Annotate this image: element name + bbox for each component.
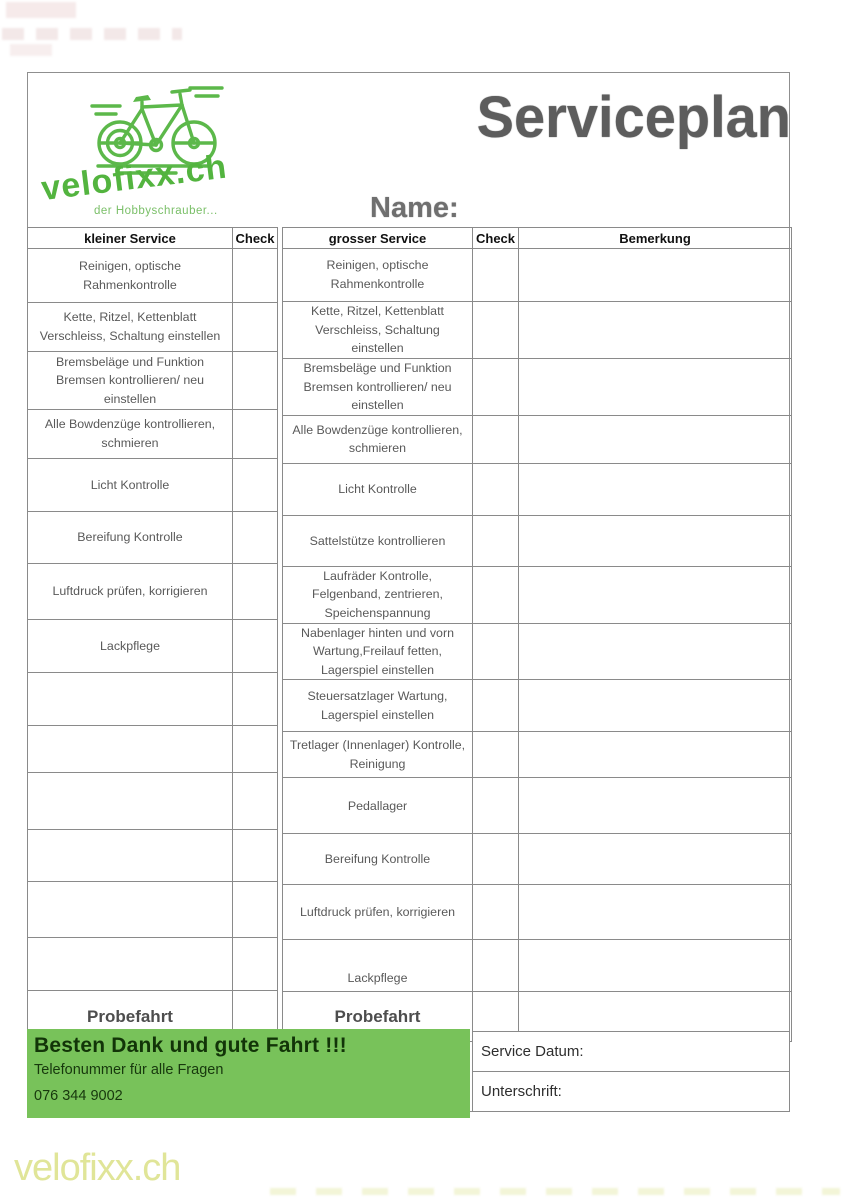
table-row <box>283 623 792 680</box>
service-item-cell: Luftdruck prüfen, korrigieren <box>283 885 473 940</box>
bemerkung-cell <box>519 566 792 623</box>
service-item-cell: Sattelstütze kontrollieren <box>283 515 473 566</box>
service-item-cell: Licht Kontrolle <box>28 459 233 512</box>
bemerkung-cell <box>519 358 792 415</box>
signature-field <box>473 1072 789 1111</box>
check-cell <box>473 623 519 680</box>
thanks-box <box>27 1029 470 1118</box>
table-row <box>28 620 278 673</box>
check-cell <box>473 358 519 415</box>
column-header-bemerkung: Bemerkung <box>519 228 792 249</box>
name-label: Name: <box>370 192 459 224</box>
scan-artifact <box>270 1188 840 1195</box>
service-item-cell: Bereifung Kontrolle <box>28 512 233 564</box>
column-header-check: Check <box>233 228 278 249</box>
check-cell <box>233 352 278 410</box>
grosser-service-table <box>282 227 792 1042</box>
check-cell <box>233 459 278 512</box>
check-cell <box>473 834 519 885</box>
service-tables <box>27 227 792 1042</box>
kleiner-service-table <box>27 227 278 1042</box>
brand-tagline: der Hobbyschrauber... <box>94 205 218 217</box>
bemerkung-cell <box>519 463 792 515</box>
service-item-cell: Nabenlager hinten und vorn Wartung,Freilauf fetten, Lagerspiel einstellen <box>283 623 473 680</box>
table-row <box>28 410 278 459</box>
check-cell <box>233 773 278 830</box>
service-item-cell: Steuersatzlager Wartung, Lagerspiel einstellen <box>283 680 473 732</box>
table-row <box>283 463 792 515</box>
bemerkung-cell <box>519 680 792 732</box>
check-cell <box>473 515 519 566</box>
table-row <box>283 566 792 623</box>
service-item-cell <box>28 830 233 882</box>
check-cell <box>473 463 519 515</box>
check-cell <box>473 566 519 623</box>
service-item-cell: Alle Bowdenzüge kontrollieren, schmieren <box>283 415 473 463</box>
service-item-cell: Licht Kontrolle <box>283 463 473 515</box>
scan-artifact <box>10 44 52 56</box>
table-row <box>28 938 278 991</box>
bemerkung-cell <box>519 732 792 778</box>
check-cell <box>233 564 278 620</box>
table-row <box>283 680 792 732</box>
service-item-cell: Probefahrt <box>283 992 473 1042</box>
left-table-body <box>28 249 278 1042</box>
service-item-cell: Alle Bowdenzüge kontrollieren, schmieren <box>28 410 233 459</box>
signature-box <box>472 1031 790 1112</box>
service-item-cell: Bereifung Kontrolle <box>283 834 473 885</box>
table-row <box>283 415 792 463</box>
service-item-cell: Pedallager <box>283 778 473 834</box>
thanks-subtitle: Telefonummer für alle Fragen <box>34 1062 224 1078</box>
brand-logo-text: velofixx.ch <box>39 147 230 209</box>
service-item-cell <box>28 938 233 991</box>
bemerkung-cell <box>519 834 792 885</box>
document-title: Serviceplan <box>476 83 791 150</box>
signature-label: Unterschrift: <box>481 1083 562 1100</box>
table-row <box>28 564 278 620</box>
check-cell <box>233 512 278 564</box>
check-cell <box>473 732 519 778</box>
table-header-row <box>283 228 792 249</box>
check-cell <box>233 303 278 352</box>
scan-artifact <box>6 2 76 18</box>
check-cell <box>473 302 519 359</box>
service-item-cell: Reinigen, optische Rahmenkontrolle <box>28 249 233 303</box>
check-cell <box>233 620 278 673</box>
service-item-cell: Reinigen, optische Rahmenkontrolle <box>283 249 473 302</box>
table-row <box>28 352 278 410</box>
bemerkung-cell <box>519 415 792 463</box>
service-item-cell: Laufräder Kontrolle, Felgenband, zentrieren, Speichenspannung <box>283 566 473 623</box>
bemerkung-cell <box>519 249 792 302</box>
table-row <box>283 732 792 778</box>
table-row <box>283 778 792 834</box>
service-item-cell <box>28 882 233 938</box>
service-item-cell: Probefahrt <box>28 991 233 1042</box>
service-date-field <box>473 1032 789 1072</box>
service-item-cell: Tretlager (Innenlager) Kontrolle, Reinigung <box>283 732 473 778</box>
table-row <box>283 358 792 415</box>
service-item-cell: Kette, Ritzel, Kettenblatt Verschleiss, Schaltung einstellen <box>28 303 233 352</box>
check-cell <box>473 940 519 992</box>
table-row <box>28 303 278 352</box>
table-row <box>28 773 278 830</box>
check-cell <box>473 415 519 463</box>
footer-watermark: velofixx.ch <box>14 1147 181 1189</box>
service-item-cell: Bremsbeläge und Funktion Bremsen kontrollieren/ neu einstellen <box>283 358 473 415</box>
column-header-grosser-service: grosser Service <box>283 228 473 249</box>
table-row <box>283 302 792 359</box>
table-row <box>283 834 792 885</box>
check-cell <box>233 410 278 459</box>
service-date-label: Service Datum: <box>481 1043 584 1060</box>
bemerkung-cell <box>519 302 792 359</box>
check-cell <box>233 673 278 726</box>
service-item-cell: Luftdruck prüfen, korrigieren <box>28 564 233 620</box>
table-row <box>28 512 278 564</box>
column-header-kleiner-service: kleiner Service <box>28 228 233 249</box>
bemerkung-cell <box>519 940 792 992</box>
bemerkung-cell <box>519 778 792 834</box>
table-header-row <box>28 228 278 249</box>
service-item-cell <box>28 773 233 830</box>
table-row <box>28 726 278 773</box>
service-item-cell: Kette, Ritzel, Kettenblatt Verschleiss, Schaltung einstellen <box>283 302 473 359</box>
bemerkung-cell <box>519 623 792 680</box>
phone-number: 076 344 9002 <box>34 1088 123 1104</box>
table-row <box>283 940 792 992</box>
scan-artifact <box>2 28 182 40</box>
check-cell <box>473 680 519 732</box>
check-cell <box>233 830 278 882</box>
table-row <box>28 673 278 726</box>
thanks-title: Besten Dank und gute Fahrt !!! <box>34 1034 347 1057</box>
service-item-cell: Lackpflege <box>28 620 233 673</box>
table-row <box>28 459 278 512</box>
service-item-cell: Lackpflege <box>283 940 473 992</box>
table-row <box>28 830 278 882</box>
table-row <box>283 515 792 566</box>
table-row <box>283 885 792 940</box>
check-cell <box>233 882 278 938</box>
table-row <box>28 249 278 303</box>
check-cell <box>233 726 278 773</box>
service-item-cell: Bremsbeläge und Funktion Bremsen kontrollieren/ neu einstellen <box>28 352 233 410</box>
service-item-cell <box>28 726 233 773</box>
bemerkung-cell <box>519 515 792 566</box>
table-row <box>28 882 278 938</box>
bemerkung-cell <box>519 885 792 940</box>
service-item-cell <box>28 673 233 726</box>
check-cell <box>473 885 519 940</box>
check-cell <box>473 778 519 834</box>
check-cell <box>233 938 278 991</box>
check-cell <box>473 249 519 302</box>
check-cell <box>233 249 278 303</box>
table-row <box>283 249 792 302</box>
column-header-check: Check <box>473 228 519 249</box>
right-table-body <box>283 249 792 1042</box>
